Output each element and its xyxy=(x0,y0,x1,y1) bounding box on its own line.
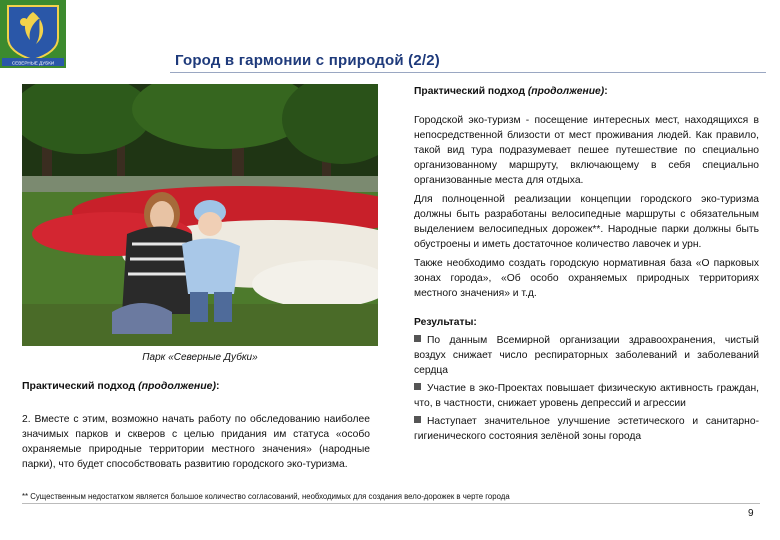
logo-text: СЕВЕРНЫЕ ДУБКИ xyxy=(11,60,55,66)
left-heading: Практический подход (продолжение): xyxy=(22,380,220,392)
bullet-square-icon xyxy=(414,416,421,423)
page-number: 9 xyxy=(748,508,754,519)
result-item: По данным Всемирной организации здравоохранения, чистый воздух снижает число респираторных заболеваний и заболеваний сердца xyxy=(414,335,759,376)
right-column xyxy=(414,84,759,447)
title-divider xyxy=(170,72,766,73)
results-heading: Результаты: xyxy=(414,317,477,328)
page-title: Город в гармонии с природой (2/2) xyxy=(175,52,441,69)
result-item: Наступает значительное улучшение эстетического и санитарно-гигиенического состояния зелёной зоны города xyxy=(414,416,759,442)
footer-divider xyxy=(22,503,760,504)
district-logo xyxy=(0,0,66,68)
bullet-square-icon xyxy=(414,383,421,390)
paragraph-eco-tourism: Городской эко-туризм - посещение интересных мест, находящихся в непосредственной близости от мест проживания людей. Как правило, такой вид тура подразумевает пешее путешествие по специально организованному маршруту, включающему в себя специально организованные места для отдыха. xyxy=(414,115,759,186)
result-item: Участие в эко-Проектах повышает физическую активность граждан, что, в частности, снижает уровень депрессий и агрессии xyxy=(414,383,759,409)
right-heading: Практический подход (продолжение): xyxy=(414,86,608,97)
paragraph-regulations: Также необходимо создать городскую нормативная база «О парковых зонах города», «Об особо охраняемых природных территориях местного значения» и т.д. xyxy=(414,258,759,299)
paragraph-bike-routes: Для полноценной реализации концепции городского эко-туризма должны быть разработаны велосипедные маршруты с обязательным выделением велосипедных дорожек**. Народные парки должны быть обустроены и иметь достаточное количество лавочек и урн. xyxy=(414,194,759,250)
left-paragraph: 2. Вместе с этим, возможно начать работу по обследованию наиболее значимых парков и скверов с целью придания им статуса «особо охраняемые природные территории местного значения» (народные парки), что будет способствовать развитию городского эко-туризма. xyxy=(22,414,370,470)
footnote: ** Существенным недостатком является большое количество согласований, необходимых для создания вело-дорожек в черте города xyxy=(22,492,510,501)
park-photo xyxy=(22,84,378,346)
bullet-square-icon xyxy=(414,335,421,342)
photo-caption: Парк «Северные Дубки» xyxy=(142,352,258,363)
